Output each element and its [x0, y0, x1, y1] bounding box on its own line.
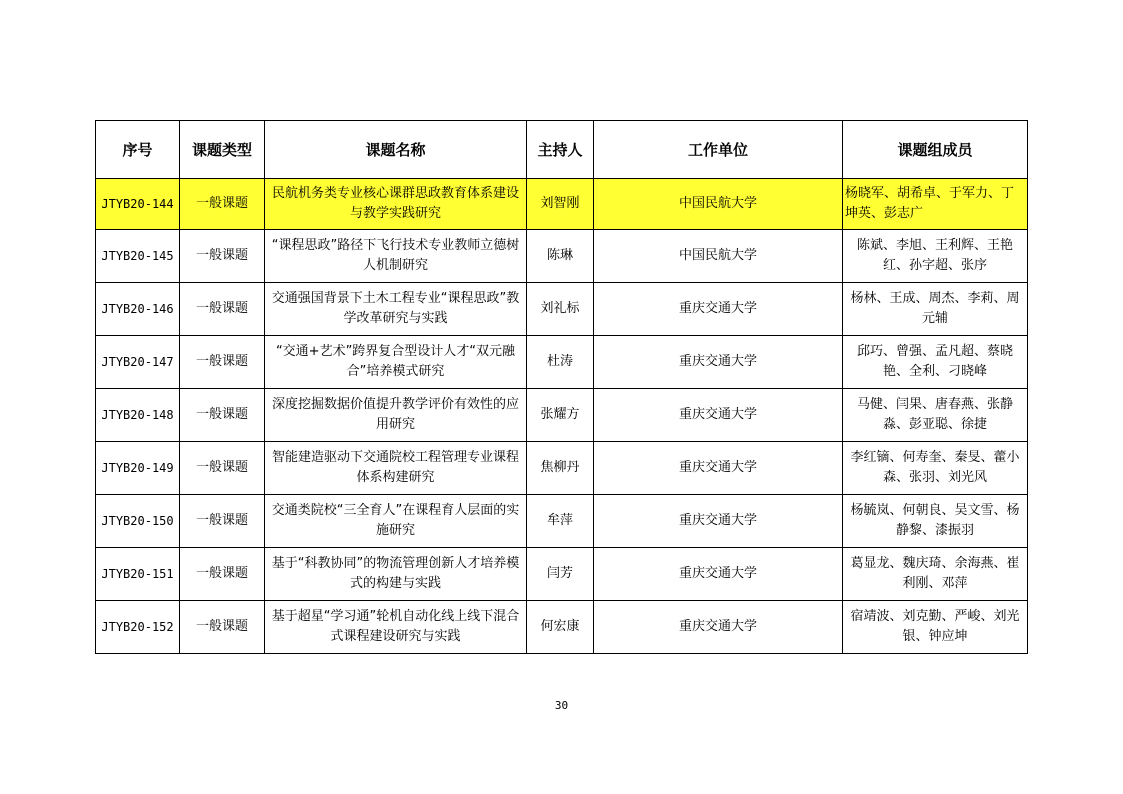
cell-title: 基于“科教协同”的物流管理创新人才培养模式的构建与实践	[265, 548, 527, 601]
cell-host: 杜涛	[527, 336, 594, 389]
cell-members: 宿靖波、刘克勤、严峻、刘光银、钟应坤	[843, 601, 1028, 654]
header-title: 课题名称	[265, 121, 527, 179]
cell-host: 刘礼标	[527, 283, 594, 336]
cell-code: JTYB20-146	[96, 283, 180, 336]
table-header	[96, 121, 1028, 179]
cell-members: 邱巧、曾强、孟凡超、蔡晓艳、全利、刁晓峰	[843, 336, 1028, 389]
cell-unit: 重庆交通大学	[594, 548, 843, 601]
header-code: 序号	[96, 121, 180, 179]
cell-host: 何宏康	[527, 601, 594, 654]
cell-host: 陈琳	[527, 230, 594, 283]
cell-members: 杨林、王成、周杰、李莉、周元辅	[843, 283, 1028, 336]
cell-type: 一般课题	[180, 230, 265, 283]
cell-members: 陈斌、李旭、王利辉、王艳红、孙字超、张序	[843, 230, 1028, 283]
table-row	[96, 336, 1028, 389]
table-row	[96, 442, 1028, 495]
cell-unit: 中国民航大学	[594, 230, 843, 283]
cell-title: “课程思政”路径下飞行技术专业教师立德树人机制研究	[265, 230, 527, 283]
header-row	[96, 121, 1028, 179]
cell-title: 深度挖掘数据价值提升教学评价有效性的应用研究	[265, 389, 527, 442]
cell-members: 马健、闫果、唐春燕、张静淼、彭亚聪、徐捷	[843, 389, 1028, 442]
cell-type: 一般课题	[180, 442, 265, 495]
cell-unit: 重庆交通大学	[594, 336, 843, 389]
cell-type: 一般课题	[180, 179, 265, 230]
cell-type: 一般课题	[180, 548, 265, 601]
cell-host: 刘智刚	[527, 179, 594, 230]
cell-code: JTYB20-150	[96, 495, 180, 548]
cell-type: 一般课题	[180, 336, 265, 389]
cell-unit: 重庆交通大学	[594, 601, 843, 654]
table-row	[96, 230, 1028, 283]
cell-type: 一般课题	[180, 283, 265, 336]
cell-host: 焦柳丹	[527, 442, 594, 495]
cell-type: 一般课题	[180, 495, 265, 548]
cell-members: 葛显龙、魏庆琦、余海燕、崔利刚、邓萍	[843, 548, 1028, 601]
cell-title: 智能建造驱动下交通院校工程管理专业课程体系构建研究	[265, 442, 527, 495]
cell-code: JTYB20-152	[96, 601, 180, 654]
cell-host: 闫芳	[527, 548, 594, 601]
table-row	[96, 179, 1028, 230]
cell-code: JTYB20-144	[96, 179, 180, 230]
cell-code: JTYB20-148	[96, 389, 180, 442]
cell-code: JTYB20-151	[96, 548, 180, 601]
cell-title: 交通类院校“三全育人”在课程育人层面的实施研究	[265, 495, 527, 548]
cell-members: 杨毓岚、何朝良、吴文雪、杨静黎、漆振羽	[843, 495, 1028, 548]
page-number: 30	[554, 699, 569, 712]
cell-type: 一般课题	[180, 389, 265, 442]
header-host: 主持人	[527, 121, 594, 179]
cell-host: 张耀方	[527, 389, 594, 442]
cell-code: JTYB20-147	[96, 336, 180, 389]
cell-host: 牟萍	[527, 495, 594, 548]
project-table	[95, 120, 1028, 654]
cell-unit: 重庆交通大学	[594, 389, 843, 442]
table-row	[96, 389, 1028, 442]
table-body	[96, 179, 1028, 654]
cell-code: JTYB20-145	[96, 230, 180, 283]
cell-title: 基于超星“学习通”轮机自动化线上线下混合式课程建设研究与实践	[265, 601, 527, 654]
table-row	[96, 548, 1028, 601]
table-row	[96, 283, 1028, 336]
cell-unit: 重庆交通大学	[594, 495, 843, 548]
table-row	[96, 495, 1028, 548]
cell-unit: 重庆交通大学	[594, 442, 843, 495]
cell-members: 杨晓军、胡希卓、于军力、丁坤英、彭志广	[843, 179, 1028, 230]
table-row	[96, 601, 1028, 654]
cell-title: 民航机务类专业核心课群思政教育体系建设与教学实践研究	[265, 179, 527, 230]
cell-code: JTYB20-149	[96, 442, 180, 495]
header-type: 课题类型	[180, 121, 265, 179]
cell-unit: 重庆交通大学	[594, 283, 843, 336]
header-members: 课题组成员	[843, 121, 1028, 179]
header-unit: 工作单位	[594, 121, 843, 179]
cell-type: 一般课题	[180, 601, 265, 654]
cell-members: 李红镝、何寿奎、秦旻、藿小森、张羽、刘光风	[843, 442, 1028, 495]
cell-unit: 中国民航大学	[594, 179, 843, 230]
cell-title: “交通+艺术”跨界复合型设计人才“双元融合”培养模式研究	[265, 336, 527, 389]
cell-title: 交通强国背景下土木工程专业“课程思政”教学改革研究与实践	[265, 283, 527, 336]
